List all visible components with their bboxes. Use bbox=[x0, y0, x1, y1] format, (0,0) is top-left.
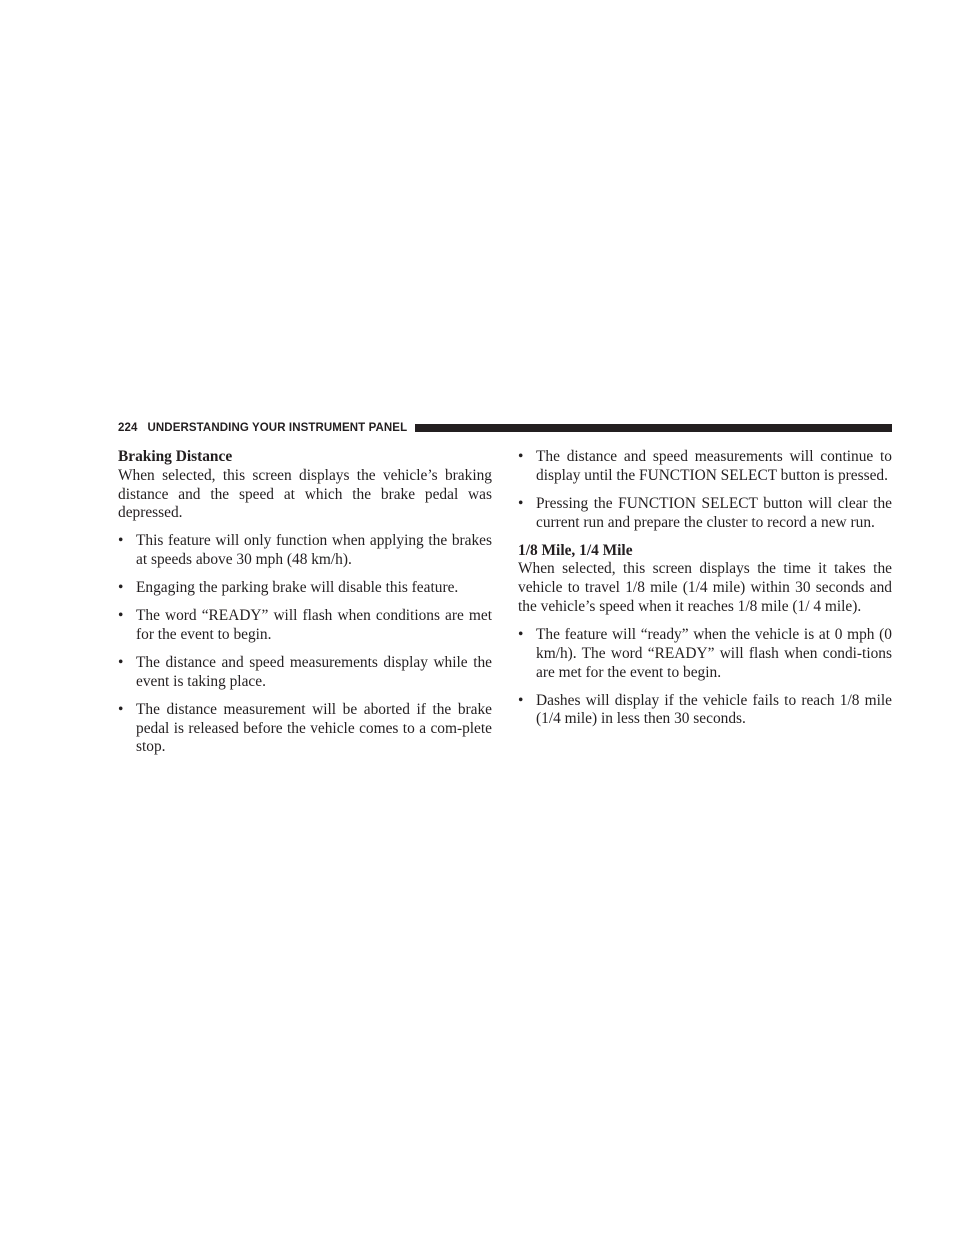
list-item bbox=[518, 626, 892, 682]
section-title: UNDERSTANDING YOUR INSTRUMENT PANEL bbox=[147, 422, 408, 434]
bullet-icon: • bbox=[518, 448, 524, 465]
list-item bbox=[518, 692, 892, 730]
list-item bbox=[518, 495, 892, 533]
bullet-icon: • bbox=[118, 579, 124, 597]
list-item-text: The distance and speed measurements display while the event is taking place. bbox=[136, 653, 492, 690]
braking-distance-list bbox=[118, 532, 492, 757]
braking-distance-intro: When selected, this screen displays the vehicle’s braking distance and the speed at which the brake pedal was depressed. bbox=[118, 466, 492, 522]
braking-distance-heading: Braking Distance bbox=[118, 448, 233, 465]
list-item-text: The distance and speed measurements will continue to display until the FUNCTION SELECT button is pressed. bbox=[536, 448, 892, 484]
list-item-text: Dashes will display if the vehicle fails to reach 1/8 mile (1/4 mile) in less then 30 seconds. bbox=[536, 691, 892, 728]
list-item bbox=[518, 448, 892, 486]
list-item bbox=[118, 654, 492, 692]
bullet-icon: • bbox=[518, 691, 524, 709]
list-item bbox=[118, 532, 492, 570]
continued-list bbox=[518, 448, 892, 532]
page-header bbox=[118, 418, 892, 438]
list-item-text: The word “READY” will flash when conditions are met for the event to begin. bbox=[136, 607, 492, 643]
list-item bbox=[118, 701, 492, 757]
bullet-icon: • bbox=[518, 494, 524, 512]
bullet-icon: • bbox=[518, 625, 524, 643]
page-number: 224 bbox=[118, 422, 138, 434]
mile-timer-heading: 1/8 Mile, 1/4 Mile bbox=[518, 541, 633, 559]
bullet-icon: • bbox=[118, 607, 124, 625]
bullet-icon: • bbox=[118, 653, 124, 671]
list-item-text: Pressing the FUNCTION SELECT button will clear the current run and prepare the cluster to record a new run. bbox=[536, 494, 892, 531]
list-item-text: Engaging the parking brake will disable this feature. bbox=[136, 579, 459, 597]
list-item bbox=[118, 579, 492, 598]
bullet-icon: • bbox=[118, 532, 124, 550]
list-item bbox=[118, 607, 492, 645]
header-rule bbox=[415, 424, 892, 432]
list-item-text: The distance measurement will be aborted if the brake pedal is released before the vehicle comes to a com-plete stop. bbox=[136, 700, 492, 756]
bullet-icon: • bbox=[118, 700, 124, 718]
mile-timer-list bbox=[518, 626, 892, 729]
mile-timer-intro: When selected, this screen displays the time it takes the vehicle to travel 1/8 mile (1/4 mile) within 30 seconds and the vehicle’s speed when it reaches 1/8 mile (1/ 4 mile). bbox=[518, 560, 892, 615]
right-column bbox=[518, 448, 892, 729]
left-column bbox=[118, 448, 492, 757]
list-item-text: This feature will only function when applying the brakes at speeds above 30 mph (48 km/h). bbox=[136, 532, 492, 569]
list-item-text: The feature will “ready” when the vehicle is at 0 mph (0 km/h). The word “READY” will flash when condi-tions are met for the event to begin. bbox=[536, 625, 892, 681]
